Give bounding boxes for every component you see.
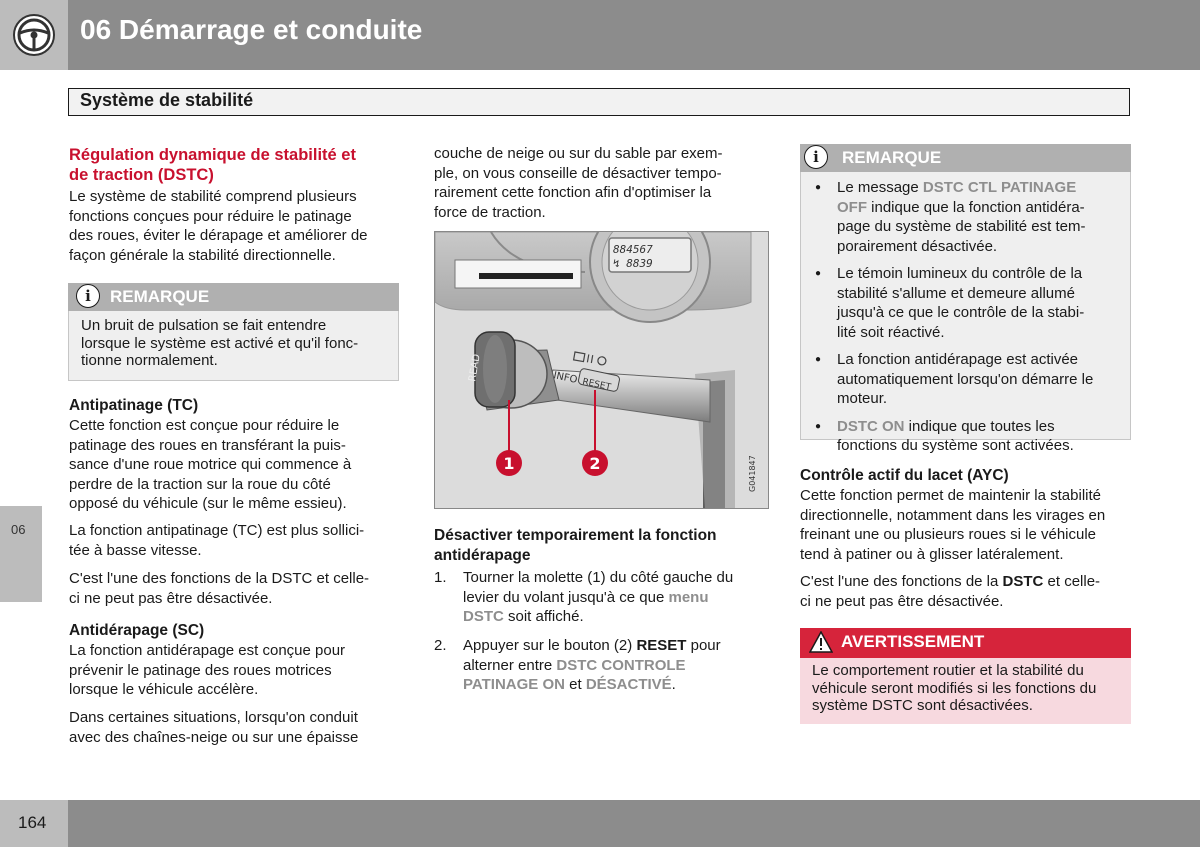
text-line: ● Le témoin lumineux du contrôle de la [837, 265, 1083, 282]
text-line: Cette fonction est conçue pour réduire le [69, 417, 340, 434]
display-message: OFF [837, 198, 867, 216]
text-line: force de traction. [434, 203, 546, 221]
text-line: Tourner la molette (1) du côté gauche du [463, 569, 734, 586]
warning-header [800, 628, 1131, 658]
sc-text [69, 641, 345, 700]
text-line: Le comportement routier et la stabilité du [812, 662, 1084, 679]
reset-button-ref: RESET [636, 637, 687, 654]
bullet-item [809, 264, 1120, 342]
odometer-line-1: 884567 [613, 243, 653, 256]
lever-label-info: INFO [552, 370, 579, 386]
text-line: freinant une ou plusieurs roues si le véhicule [800, 526, 1097, 543]
warning-triangle-icon [809, 631, 833, 653]
text-line: Un bruit de pulsation se fait entendre [81, 317, 327, 334]
page-number: 164 [18, 813, 47, 832]
text-span-bold: DSTC [1002, 573, 1044, 590]
lever-label-reset: RESET [581, 377, 612, 393]
footer-bar [68, 800, 1200, 847]
note-body [800, 172, 1131, 454]
text-line: avec des chaînes-neige ou sur une épaisse [69, 728, 359, 746]
step-number: 1. [434, 569, 447, 586]
text-line: La fonction antidérapage est conçue pour [69, 642, 346, 659]
text-line: La fonction antipatinage (TC) est plus sollici- [69, 522, 365, 539]
warning-body [800, 658, 1131, 724]
text-line: automatiquement lorsqu'on démarre le [837, 370, 1094, 388]
text-line: ci ne peut pas être désactivée. [69, 589, 273, 607]
display-message: PATINAGE ON [463, 676, 565, 693]
text-line [463, 675, 764, 695]
display-message: DSTC CTL PATINAGE [922, 179, 1077, 196]
info-icon: i [804, 145, 828, 169]
text-line [463, 607, 764, 627]
note-box-2 [800, 144, 1131, 454]
tc-text-3 [69, 569, 369, 608]
text-line: ● La fonction antidérapage est activée [837, 351, 1079, 368]
text-line [463, 636, 764, 656]
warning-label: AVERTISSEMENT [841, 632, 985, 651]
heading-line: de traction (DSTC) [69, 166, 214, 184]
ayc-text [800, 486, 1105, 564]
figure-code: G041847 [748, 455, 757, 492]
ayc-text-2 [800, 572, 1100, 611]
ayc-heading: Contrôle actif du lacet (AYC) [800, 467, 1009, 484]
heading-line: Désactiver temporairement la fonction [434, 527, 717, 544]
display-message: DÉSACTIVÉ [585, 676, 672, 693]
bullet-item [809, 350, 1120, 409]
text-line: des roues, éviter le dérapage et améliorer de [69, 227, 368, 244]
text-span: indique que toutes les [904, 417, 1055, 435]
text-span: alterner entre [463, 656, 557, 674]
text-span: indique que la fonction antidéra- [867, 198, 1085, 216]
text-line: tionne normalement. [81, 352, 218, 369]
tc-text [69, 416, 351, 514]
text-line: façon générale la stabilité directionnelle. [69, 246, 336, 264]
note-label: REMARQUE [842, 148, 942, 167]
text-line: directionnelle, notamment dans les virages en [800, 506, 1106, 524]
continued-text [434, 144, 723, 222]
text-line: sance d'une roue motrice qui commence à [69, 456, 352, 473]
steering-lever-figure [434, 231, 769, 509]
bullet-item [809, 178, 1120, 256]
sc-heading: Antidérapage (SC) [69, 622, 205, 639]
text-line: lité soit réactivé. [837, 323, 945, 341]
text-span: Appuyer sur le bouton (2) [463, 637, 637, 654]
tc-text-2 [69, 521, 364, 560]
display-message: menu [668, 588, 709, 606]
chapter-side-tab [0, 506, 42, 602]
odometer-line-2: ↯ 8839 [613, 257, 653, 270]
bullet-item [809, 417, 1120, 456]
text-line: opposé du véhicule (sur le même essieu). [69, 495, 347, 512]
text-span: et [564, 676, 586, 693]
display-message: DSTC CONTROLE [556, 656, 686, 674]
info-icon: i [76, 284, 100, 308]
display-message: DSTC [463, 608, 504, 625]
text-line: couche de neige ou sur du sable par exem- [434, 145, 723, 162]
note-label: REMARQUE [110, 287, 210, 306]
text-line [800, 572, 1100, 592]
note-header [68, 283, 399, 311]
text-line: rairement cette fonction afin d'optimiser la [434, 184, 712, 201]
steering-wheel-icon [12, 13, 56, 57]
text-line: Le système de stabilité comprend plusieurs [69, 188, 357, 205]
display-message: DSTC ON [837, 417, 905, 435]
text-line: ple, on vous conseille de désactiver tempo- [434, 164, 722, 182]
text-span: pour [686, 637, 721, 654]
text-line: système DSTC sont désactivées. [812, 697, 1033, 714]
side-tab-label: 06 [11, 522, 26, 537]
text-line: tend à patiner ou à glisser latéralement. [800, 545, 1064, 563]
heading-line: antidérapage [434, 547, 531, 564]
note-header [800, 144, 1131, 172]
text-line: Cette fonction permet de maintenir la stabilité [800, 487, 1101, 504]
note-body [68, 311, 399, 381]
text-span: soit affiché. [503, 608, 584, 625]
text-line: patinage des roues en transférant la puis- [69, 436, 346, 454]
callout-1: 1 [503, 454, 515, 473]
dstc-intro [69, 187, 368, 265]
text-line: jusqu'à ce que le contrôle de la stabi- [837, 304, 1085, 321]
step-2 [434, 636, 764, 695]
text-line: moteur. [837, 390, 888, 407]
text-line [463, 656, 764, 676]
text-line: porairement désactivée. [837, 237, 998, 255]
tc-heading: Antipatinage (TC) [69, 397, 199, 414]
text-line: véhicule seront modifiés si les fonctions du [812, 679, 1097, 697]
section-title: Système de stabilité [80, 90, 254, 110]
text-line: ci ne peut pas être désactivée. [800, 592, 1004, 610]
note-box-1 [68, 283, 399, 381]
heading-line: Régulation dynamique de stabilité et [69, 146, 356, 164]
text-line: fonctions conçues pour réduire le patinage [69, 207, 352, 225]
text-line: C'est l'une des fonctions de la DSTC et celle- [69, 570, 370, 587]
text-line: Dans certaines situations, lorsqu'on conduit [69, 709, 358, 726]
sc-text-2 [69, 708, 358, 747]
text-line: stabilité s'allume et demeure allumé [837, 284, 1075, 302]
text-line: perdre de la traction sur la roue du côté [69, 475, 331, 493]
text-span: . [671, 676, 676, 693]
deactivate-heading [434, 526, 717, 566]
callout-2: 2 [589, 454, 601, 473]
note-bullet-list [809, 178, 1120, 456]
step-1 [434, 568, 764, 627]
text-line: tée à basse vitesse. [69, 541, 202, 559]
lever-label-read: READ [467, 353, 483, 383]
text-line: lorsque le système est activé et qu'il fonc- [81, 334, 359, 352]
text-line: page du système de stabilité est tem- [837, 218, 1086, 235]
text-line: lorsque le véhicule accélère. [69, 681, 259, 698]
text-line: fonctions du système sont activées. [837, 437, 1074, 454]
lever-illustration [435, 232, 768, 508]
text-line [463, 588, 764, 608]
dstc-heading [69, 145, 356, 185]
text-span: levier du volant jusqu'à ce que [463, 588, 669, 606]
step-number: 2. [434, 637, 447, 654]
text-span: C'est l'une des fonctions de la [800, 573, 1003, 590]
text-span: et celle- [1043, 573, 1101, 590]
text-line: prévenir le patinage des roues motrices [69, 661, 332, 679]
text-span: Le message [837, 179, 923, 196]
chapter-title: 06 Démarrage et conduite [80, 14, 423, 45]
